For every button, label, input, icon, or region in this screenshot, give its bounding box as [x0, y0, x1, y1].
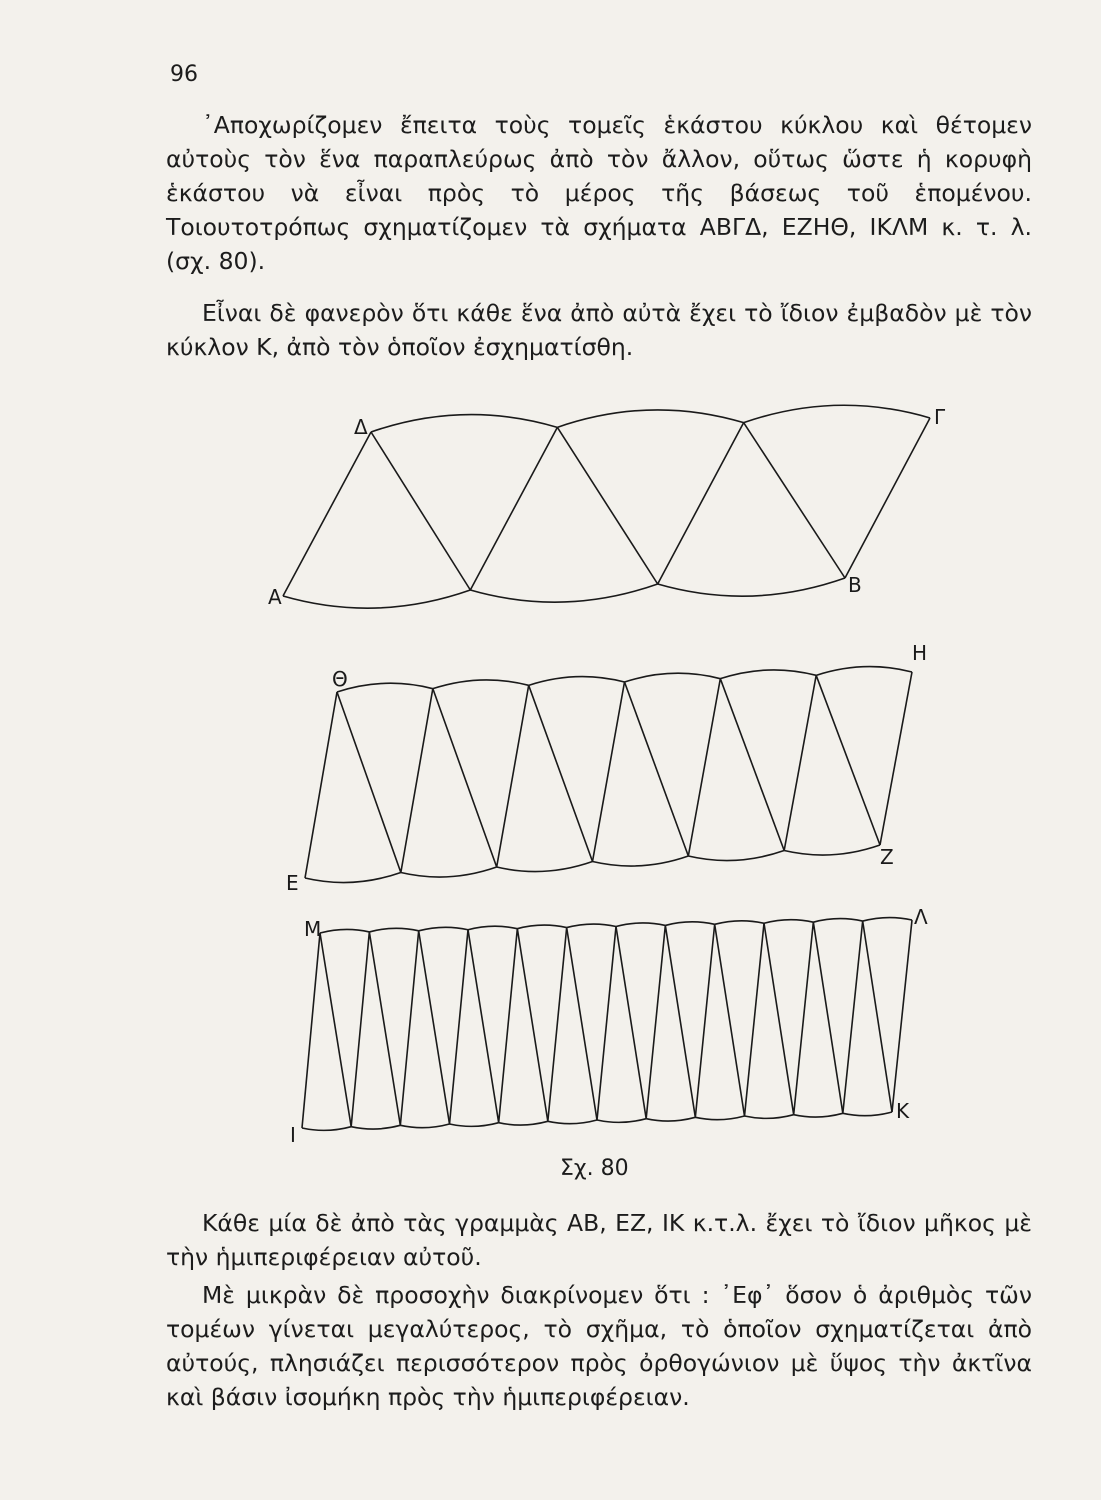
strip24-radius-24 — [863, 921, 892, 1112]
strip24-radius-14 — [616, 927, 646, 1119]
strip24-top-arc-12 — [863, 918, 912, 922]
strip6-bottom-arc-2 — [470, 584, 657, 602]
strip24-top-arc-6 — [567, 924, 616, 928]
strip24-radius-3 — [351, 932, 369, 1127]
label-B: Β — [848, 573, 862, 597]
strip6-top-arc-1 — [371, 415, 557, 432]
strip24-bottom-arc-2 — [351, 1125, 400, 1129]
strip24-radius-13 — [597, 927, 616, 1121]
strip12-radius-1 — [305, 692, 337, 878]
label-G: Γ — [934, 405, 946, 429]
figure-caption: Σχ. 80 — [560, 1156, 629, 1181]
strip24-radius-11 — [548, 928, 567, 1122]
strip24-top-arc-5 — [517, 925, 566, 929]
strip24-radius-21 — [794, 922, 814, 1114]
strip12-top-arc-1 — [337, 683, 433, 692]
strip6-radius-7 — [845, 418, 930, 578]
strip12-radius-9 — [688, 679, 720, 856]
strip12-radius-5 — [497, 685, 529, 867]
label-Z: Ζ — [880, 845, 894, 869]
strip24-bottom-arc-6 — [548, 1120, 597, 1124]
strip12-top-arc-4 — [625, 673, 721, 682]
strip24-bottom-arc-4 — [450, 1123, 499, 1127]
strip24-radius-17 — [695, 924, 714, 1117]
strip12-radius-7 — [593, 682, 625, 862]
strip24-top-arc-7 — [616, 923, 665, 927]
strip24-radius-16 — [665, 925, 695, 1117]
strip24-radius-4 — [369, 932, 400, 1125]
sector-strip-24 — [302, 918, 912, 1131]
strip24-top-arc-9 — [715, 921, 764, 925]
strip6-bottom-arc-1 — [283, 590, 470, 608]
strip24-top-arc-2 — [369, 928, 418, 932]
paragraph-1: ᾿Αποχωρίζομεν ἔπειτα τοὺς τομεῖς ἑκάστου κύκλου καὶ θέτομεν αὐτοὺς τὸν ἕνα παραπλεύρως ἀπὸ τὸν ἄλλον, οὕτως ὥστε ἡ κορυφὴ ἑκάστου νὰ εἶναι πρὸς τὸ μέρος τῆς βάσεως τοῦ ἑπομένου. Τοιουτοτρόπως σχηματίζομεν τὰ σχήματα ΑΒΓΔ, ΕΖΗΘ, ΙΚΛΜ κ. τ. λ. (σχ. 80). — [166, 111, 1032, 275]
strip12-bottom-arc-3 — [497, 862, 593, 872]
strip12-bottom-arc-6 — [784, 845, 880, 855]
label-E: Ε — [286, 871, 299, 895]
strip6-radius-6 — [744, 423, 845, 578]
strip24-top-arc-10 — [764, 920, 813, 924]
paragraph-2: Εἶναι δὲ φανερὸν ὅτι κάθε ἕνα ἀπὸ αὐτὰ ἔχει τὸ ἴδιον ἐμβαδὸν μὲ τὸν κύκλον Κ, ἀπὸ τὸν ὁποῖον ἐσχηματίσθη. — [166, 299, 1032, 361]
label-H: Η — [912, 641, 928, 665]
strip12-radius-2 — [337, 692, 401, 873]
label-L: Λ — [914, 905, 928, 929]
strip24-radius-20 — [764, 923, 794, 1114]
sector-strip-12 — [305, 667, 912, 883]
label-TH: Θ — [332, 667, 348, 691]
strip24-radius-15 — [646, 925, 665, 1118]
strip24-radius-1 — [302, 933, 320, 1128]
strip24-top-arc-3 — [419, 927, 468, 931]
strip12-radius-13 — [880, 672, 912, 845]
paragraph-4: Μὲ μικρὰν δὲ προσοχὴν διακρίνομεν ὅτι : ᾿Εφ᾿ ὅσον ὁ ἀριθμὸς τῶν τομέων γίνεται μεγαλύτερος, τὸ σχῆμα, τὸ ὁποῖον σχηματίζεται ἀπὸ αὐτούς, πλησιάζει περισσότερον πρὸς ὀρθογώνιον μὲ ὕψος τὴν ἀκτῖνα καὶ βάσιν ἰσομήκη πρὸς τὴν ἡμιπεριφέρειαν. — [166, 1281, 1032, 1411]
strip6-radius-3 — [470, 427, 557, 590]
strip24-radius-12 — [567, 928, 597, 1120]
label-A: Α — [268, 585, 282, 609]
strip24-bottom-arc-9 — [695, 1116, 744, 1120]
strip24-top-arc-11 — [813, 919, 862, 923]
label-M: Μ — [304, 917, 322, 941]
strip12-radius-4 — [433, 689, 497, 867]
strip24-radius-7 — [450, 930, 469, 1124]
label-I: Ι — [290, 1123, 296, 1147]
strip6-top-arc-2 — [557, 410, 743, 427]
strip12-radius-12 — [816, 675, 880, 845]
strip24-bottom-arc-1 — [302, 1127, 351, 1131]
strip12-bottom-arc-4 — [593, 856, 689, 866]
strip24-bottom-arc-3 — [400, 1124, 449, 1128]
strip6-bottom-arc-3 — [658, 578, 845, 596]
strip24-bottom-arc-5 — [499, 1121, 548, 1125]
strip12-top-arc-5 — [720, 670, 816, 679]
strip24-top-arc-1 — [320, 929, 369, 933]
paragraph-3: Κάθε μία δὲ ἀπὸ τὰς γραμμὰς ΑΒ, ΕΖ, ΙΚ κ.τ.λ. ἔχει τὸ ἴδιον μῆκος μὲ τὴν ἡμιπεριφέρειαν αὐτοῦ. — [166, 1209, 1032, 1271]
strip24-radius-2 — [320, 933, 351, 1127]
strip12-radius-3 — [401, 689, 433, 873]
strip24-radius-23 — [843, 921, 863, 1113]
strip6-radius-4 — [557, 427, 657, 584]
strip12-bottom-arc-5 — [688, 851, 784, 861]
label-D: Δ — [354, 415, 368, 439]
strip12-bottom-arc-2 — [401, 867, 497, 877]
strip6-radius-5 — [658, 423, 744, 584]
strip24-bottom-arc-11 — [794, 1113, 843, 1117]
strip6-top-arc-3 — [744, 405, 930, 422]
strip24-radius-10 — [517, 929, 548, 1122]
page-number: 96 — [170, 62, 198, 87]
strip12-radius-6 — [529, 685, 593, 861]
label-K: Κ — [896, 1099, 910, 1123]
strip24-radius-8 — [468, 930, 499, 1123]
strip24-radius-6 — [419, 931, 450, 1124]
strip12-top-arc-2 — [433, 680, 529, 689]
strip12-radius-10 — [720, 679, 784, 851]
strip24-radius-5 — [400, 931, 418, 1126]
strip24-radius-22 — [813, 922, 843, 1113]
strip6-radius-2 — [371, 432, 470, 590]
strip24-radius-9 — [499, 929, 518, 1123]
strip6-radius-1 — [283, 432, 371, 596]
strip12-radius-8 — [625, 682, 689, 856]
strip24-bottom-arc-10 — [745, 1115, 794, 1119]
strip12-top-arc-3 — [529, 677, 625, 686]
strip24-bottom-arc-12 — [843, 1112, 892, 1116]
strip24-top-arc-8 — [665, 922, 714, 926]
strip24-bottom-arc-8 — [646, 1117, 695, 1121]
strip12-top-arc-6 — [816, 667, 912, 676]
strip24-top-arc-4 — [468, 926, 517, 930]
strip24-radius-19 — [745, 923, 765, 1116]
strip12-radius-11 — [784, 675, 816, 850]
strip24-radius-18 — [715, 924, 745, 1116]
strip12-bottom-arc-1 — [305, 873, 401, 883]
strip24-radius-25 — [892, 920, 912, 1112]
sector-strip-6 — [283, 405, 930, 608]
strip24-bottom-arc-7 — [597, 1119, 646, 1123]
